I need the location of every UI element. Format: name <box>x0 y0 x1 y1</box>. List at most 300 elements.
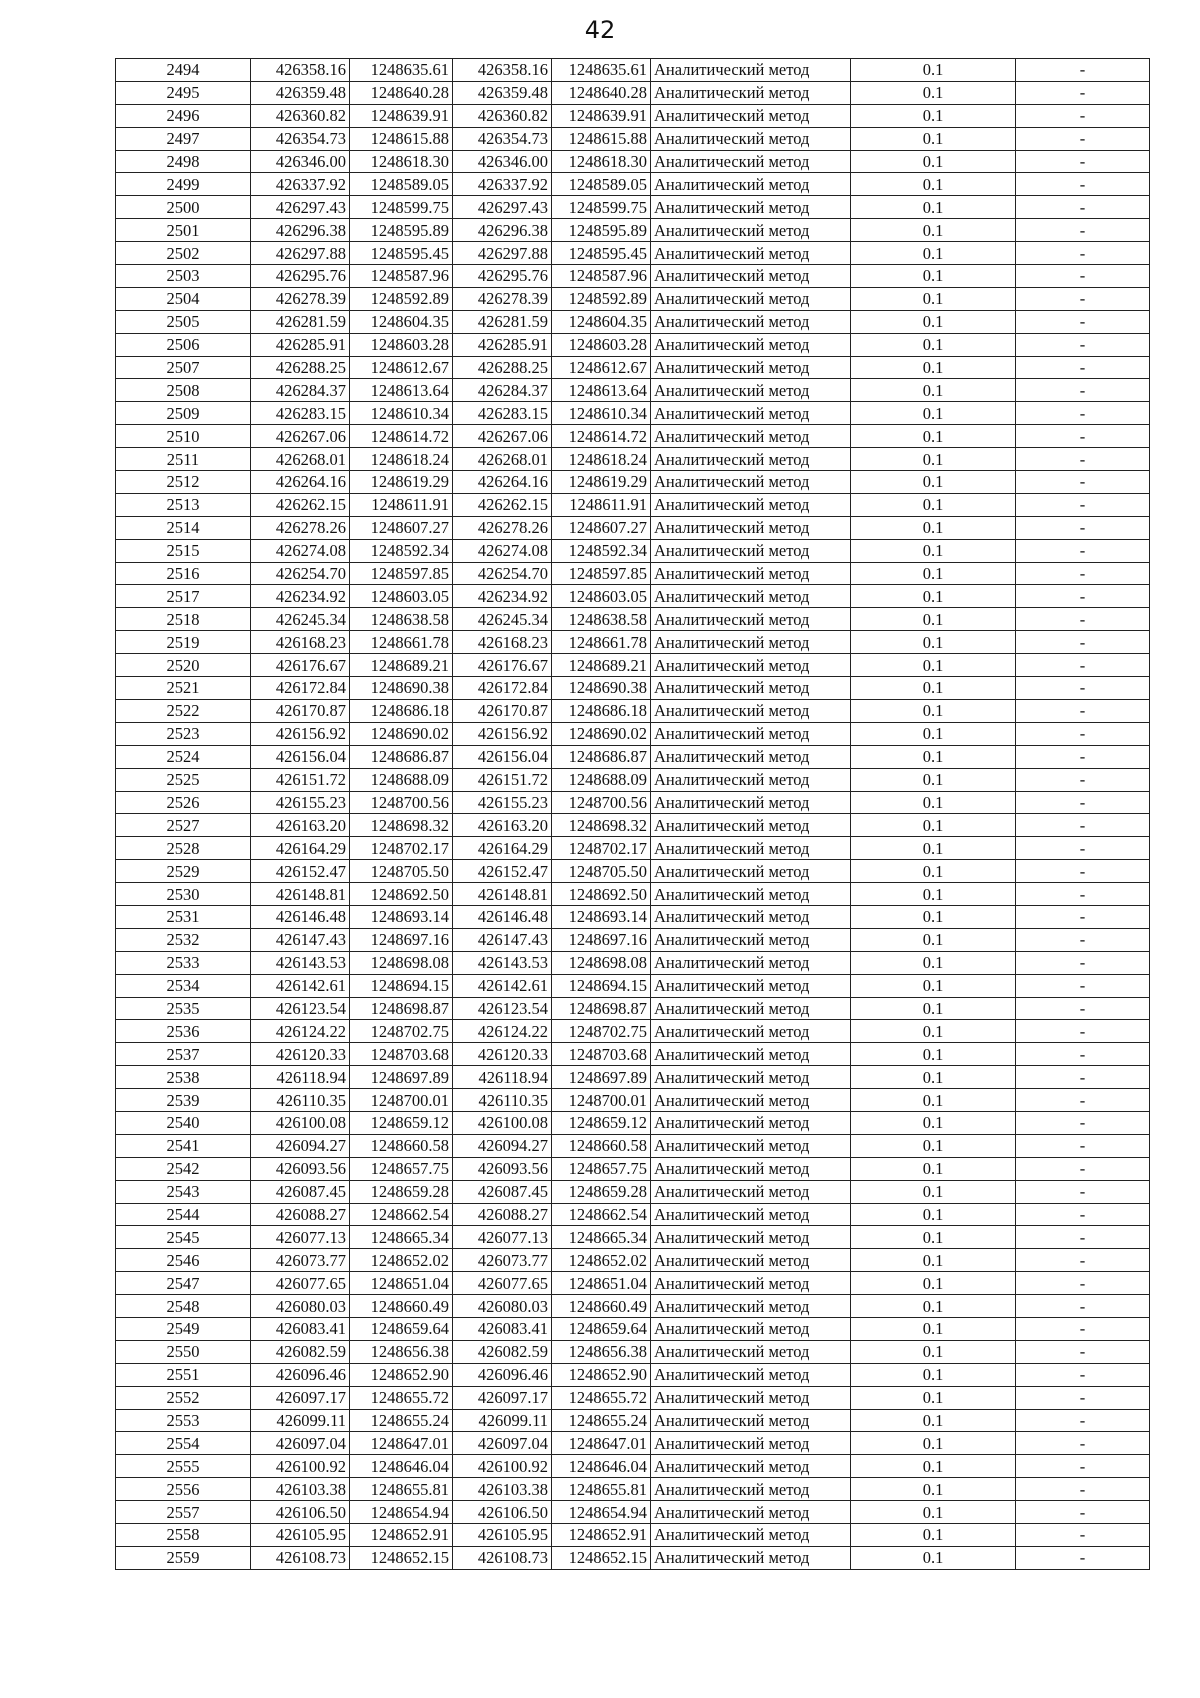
x-new-cell: 426143.53 <box>453 951 552 974</box>
table-row <box>116 1226 1150 1249</box>
x-new-cell: 426245.34 <box>453 608 552 631</box>
x-old-cell: 426148.81 <box>251 883 350 906</box>
note-cell: - <box>1016 1249 1150 1272</box>
x-new-cell: 426108.73 <box>453 1546 552 1569</box>
table-row <box>116 791 1150 814</box>
note-cell: - <box>1016 242 1150 265</box>
x-new-cell: 426354.73 <box>453 127 552 150</box>
x-new-cell: 426152.47 <box>453 860 552 883</box>
method-cell: Аналитический метод <box>651 1546 851 1569</box>
point-number-cell: 2557 <box>116 1501 251 1524</box>
method-cell: Аналитический метод <box>651 722 851 745</box>
y-old-cell: 1248689.21 <box>350 654 453 677</box>
note-cell: - <box>1016 814 1150 837</box>
x-new-cell: 426096.46 <box>453 1363 552 1386</box>
note-cell: - <box>1016 974 1150 997</box>
table-row <box>116 1455 1150 1478</box>
method-cell: Аналитический метод <box>651 1409 851 1432</box>
method-cell: Аналитический метод <box>651 1066 851 1089</box>
method-cell: Аналитический метод <box>651 173 851 196</box>
method-cell: Аналитический метод <box>651 1501 851 1524</box>
method-cell: Аналитический метод <box>651 1478 851 1501</box>
table-row <box>116 1134 1150 1157</box>
method-cell: Аналитический метод <box>651 493 851 516</box>
accuracy-cell: 0.1 <box>851 814 1016 837</box>
y-old-cell: 1248703.68 <box>350 1043 453 1066</box>
y-new-cell: 1248652.02 <box>552 1249 651 1272</box>
y-new-cell: 1248686.87 <box>552 745 651 768</box>
method-cell: Аналитический метод <box>651 883 851 906</box>
point-number-cell: 2501 <box>116 219 251 242</box>
accuracy-cell: 0.1 <box>851 1089 1016 1112</box>
note-cell: - <box>1016 654 1150 677</box>
y-old-cell: 1248690.38 <box>350 677 453 700</box>
accuracy-cell: 0.1 <box>851 493 1016 516</box>
method-cell: Аналитический метод <box>651 654 851 677</box>
x-old-cell: 426297.43 <box>251 196 350 219</box>
y-new-cell: 1248597.85 <box>552 562 651 585</box>
table-row <box>116 1386 1150 1409</box>
point-number-cell: 2522 <box>116 699 251 722</box>
y-old-cell: 1248595.45 <box>350 242 453 265</box>
x-old-cell: 426284.37 <box>251 379 350 402</box>
x-new-cell: 426359.48 <box>453 81 552 104</box>
method-cell: Аналитический метод <box>651 1111 851 1134</box>
x-new-cell: 426097.17 <box>453 1386 552 1409</box>
y-old-cell: 1248607.27 <box>350 516 453 539</box>
method-cell: Аналитический метод <box>651 608 851 631</box>
table-row <box>116 356 1150 379</box>
y-new-cell: 1248689.21 <box>552 654 651 677</box>
y-old-cell: 1248599.75 <box>350 196 453 219</box>
y-old-cell: 1248595.89 <box>350 219 453 242</box>
y-new-cell: 1248592.34 <box>552 539 651 562</box>
y-new-cell: 1248700.56 <box>552 791 651 814</box>
table-row <box>116 745 1150 768</box>
y-new-cell: 1248635.61 <box>552 59 651 82</box>
accuracy-cell: 0.1 <box>851 1455 1016 1478</box>
point-number-cell: 2556 <box>116 1478 251 1501</box>
x-old-cell: 426077.13 <box>251 1226 350 1249</box>
x-old-cell: 426278.39 <box>251 287 350 310</box>
point-number-cell: 2517 <box>116 585 251 608</box>
y-old-cell: 1248705.50 <box>350 860 453 883</box>
x-old-cell: 426155.23 <box>251 791 350 814</box>
point-number-cell: 2536 <box>116 1020 251 1043</box>
table-row <box>116 562 1150 585</box>
y-old-cell: 1248659.64 <box>350 1317 453 1340</box>
y-new-cell: 1248665.34 <box>552 1226 651 1249</box>
accuracy-cell: 0.1 <box>851 242 1016 265</box>
y-old-cell: 1248619.29 <box>350 471 453 494</box>
y-new-cell: 1248595.45 <box>552 242 651 265</box>
table-row <box>116 1089 1150 1112</box>
y-new-cell: 1248686.18 <box>552 699 651 722</box>
method-cell: Аналитический метод <box>651 333 851 356</box>
accuracy-cell: 0.1 <box>851 699 1016 722</box>
point-number-cell: 2533 <box>116 951 251 974</box>
x-old-cell: 426163.20 <box>251 814 350 837</box>
table-row <box>116 287 1150 310</box>
method-cell: Аналитический метод <box>651 1295 851 1318</box>
method-cell: Аналитический метод <box>651 104 851 127</box>
table-row <box>116 219 1150 242</box>
accuracy-cell: 0.1 <box>851 745 1016 768</box>
y-old-cell: 1248692.50 <box>350 883 453 906</box>
note-cell: - <box>1016 905 1150 928</box>
accuracy-cell: 0.1 <box>851 539 1016 562</box>
y-old-cell: 1248640.28 <box>350 81 453 104</box>
accuracy-cell: 0.1 <box>851 997 1016 1020</box>
y-new-cell: 1248700.01 <box>552 1089 651 1112</box>
y-new-cell: 1248694.15 <box>552 974 651 997</box>
accuracy-cell: 0.1 <box>851 1524 1016 1547</box>
table-row <box>116 677 1150 700</box>
note-cell: - <box>1016 1409 1150 1432</box>
method-cell: Аналитический метод <box>651 1432 851 1455</box>
point-number-cell: 2511 <box>116 448 251 471</box>
x-new-cell: 426295.76 <box>453 265 552 288</box>
table-row <box>116 1043 1150 1066</box>
accuracy-cell: 0.1 <box>851 333 1016 356</box>
point-number-cell: 2542 <box>116 1157 251 1180</box>
y-new-cell: 1248697.89 <box>552 1066 651 1089</box>
table-row <box>116 1295 1150 1318</box>
x-new-cell: 426100.08 <box>453 1111 552 1134</box>
method-cell: Аналитический метод <box>651 1089 851 1112</box>
point-number-cell: 2504 <box>116 287 251 310</box>
method-cell: Аналитический метод <box>651 150 851 173</box>
note-cell: - <box>1016 379 1150 402</box>
table-row <box>116 699 1150 722</box>
y-new-cell: 1248613.64 <box>552 379 651 402</box>
point-number-cell: 2528 <box>116 837 251 860</box>
x-old-cell: 426100.92 <box>251 1455 350 1478</box>
y-new-cell: 1248647.01 <box>552 1432 651 1455</box>
y-old-cell: 1248652.15 <box>350 1546 453 1569</box>
table-row <box>116 974 1150 997</box>
note-cell: - <box>1016 562 1150 585</box>
y-old-cell: 1248592.89 <box>350 287 453 310</box>
note-cell: - <box>1016 1501 1150 1524</box>
table-row <box>116 425 1150 448</box>
y-old-cell: 1248662.54 <box>350 1203 453 1226</box>
note-cell: - <box>1016 150 1150 173</box>
point-number-cell: 2494 <box>116 59 251 82</box>
x-new-cell: 426094.27 <box>453 1134 552 1157</box>
point-number-cell: 2540 <box>116 1111 251 1134</box>
y-old-cell: 1248698.32 <box>350 814 453 837</box>
point-number-cell: 2518 <box>116 608 251 631</box>
note-cell: - <box>1016 1546 1150 1569</box>
accuracy-cell: 0.1 <box>851 287 1016 310</box>
x-old-cell: 426142.61 <box>251 974 350 997</box>
x-old-cell: 426100.08 <box>251 1111 350 1134</box>
table-row <box>116 516 1150 539</box>
accuracy-cell: 0.1 <box>851 768 1016 791</box>
table-row <box>116 1409 1150 1432</box>
accuracy-cell: 0.1 <box>851 1363 1016 1386</box>
note-cell: - <box>1016 1272 1150 1295</box>
point-number-cell: 2498 <box>116 150 251 173</box>
method-cell: Аналитический метод <box>651 1386 851 1409</box>
table-row <box>116 265 1150 288</box>
table-row <box>116 951 1150 974</box>
note-cell: - <box>1016 1340 1150 1363</box>
note-cell: - <box>1016 1432 1150 1455</box>
table-row <box>116 1432 1150 1455</box>
accuracy-cell: 0.1 <box>851 791 1016 814</box>
x-new-cell: 426267.06 <box>453 425 552 448</box>
y-old-cell: 1248655.24 <box>350 1409 453 1432</box>
note-cell: - <box>1016 516 1150 539</box>
method-cell: Аналитический метод <box>651 265 851 288</box>
x-old-cell: 426156.92 <box>251 722 350 745</box>
y-old-cell: 1248698.87 <box>350 997 453 1020</box>
table-row <box>116 608 1150 631</box>
x-new-cell: 426118.94 <box>453 1066 552 1089</box>
x-old-cell: 426110.35 <box>251 1089 350 1112</box>
x-new-cell: 426163.20 <box>453 814 552 837</box>
note-cell: - <box>1016 104 1150 127</box>
x-new-cell: 426278.26 <box>453 516 552 539</box>
point-number-cell: 2554 <box>116 1432 251 1455</box>
note-cell: - <box>1016 219 1150 242</box>
x-new-cell: 426082.59 <box>453 1340 552 1363</box>
y-old-cell: 1248660.58 <box>350 1134 453 1157</box>
table-row <box>116 1317 1150 1340</box>
note-cell: - <box>1016 425 1150 448</box>
x-old-cell: 426080.03 <box>251 1295 350 1318</box>
y-old-cell: 1248665.34 <box>350 1226 453 1249</box>
y-old-cell: 1248655.81 <box>350 1478 453 1501</box>
note-cell: - <box>1016 585 1150 608</box>
y-new-cell: 1248589.05 <box>552 173 651 196</box>
point-number-cell: 2495 <box>116 81 251 104</box>
point-number-cell: 2515 <box>116 539 251 562</box>
table-row <box>116 1546 1150 1569</box>
y-old-cell: 1248610.34 <box>350 402 453 425</box>
accuracy-cell: 0.1 <box>851 425 1016 448</box>
method-cell: Аналитический метод <box>651 425 851 448</box>
table-row <box>116 379 1150 402</box>
table-row <box>116 814 1150 837</box>
accuracy-cell: 0.1 <box>851 928 1016 951</box>
x-old-cell: 426234.92 <box>251 585 350 608</box>
accuracy-cell: 0.1 <box>851 356 1016 379</box>
note-cell: - <box>1016 265 1150 288</box>
table-row <box>116 1478 1150 1501</box>
y-old-cell: 1248702.17 <box>350 837 453 860</box>
x-new-cell: 426297.43 <box>453 196 552 219</box>
x-old-cell: 426106.50 <box>251 1501 350 1524</box>
x-old-cell: 426124.22 <box>251 1020 350 1043</box>
y-old-cell: 1248618.30 <box>350 150 453 173</box>
x-old-cell: 426147.43 <box>251 928 350 951</box>
y-old-cell: 1248603.28 <box>350 333 453 356</box>
y-old-cell: 1248592.34 <box>350 539 453 562</box>
note-cell: - <box>1016 287 1150 310</box>
y-old-cell: 1248652.91 <box>350 1524 453 1547</box>
x-new-cell: 426148.81 <box>453 883 552 906</box>
method-cell: Аналитический метод <box>651 974 851 997</box>
y-old-cell: 1248647.01 <box>350 1432 453 1455</box>
y-new-cell: 1248698.32 <box>552 814 651 837</box>
point-number-cell: 2552 <box>116 1386 251 1409</box>
method-cell: Аналитический метод <box>651 356 851 379</box>
point-number-cell: 2558 <box>116 1524 251 1547</box>
table-row <box>116 242 1150 265</box>
x-old-cell: 426268.01 <box>251 448 350 471</box>
point-number-cell: 2510 <box>116 425 251 448</box>
note-cell: - <box>1016 1226 1150 1249</box>
x-new-cell: 426088.27 <box>453 1203 552 1226</box>
table-row <box>116 1272 1150 1295</box>
note-cell: - <box>1016 471 1150 494</box>
table-row <box>116 654 1150 677</box>
y-old-cell: 1248660.49 <box>350 1295 453 1318</box>
method-cell: Аналитический метод <box>651 1249 851 1272</box>
y-new-cell: 1248619.29 <box>552 471 651 494</box>
table-row <box>116 150 1150 173</box>
x-old-cell: 426097.04 <box>251 1432 350 1455</box>
y-old-cell: 1248659.28 <box>350 1180 453 1203</box>
accuracy-cell: 0.1 <box>851 265 1016 288</box>
x-new-cell: 426274.08 <box>453 539 552 562</box>
y-new-cell: 1248615.88 <box>552 127 651 150</box>
x-new-cell: 426296.38 <box>453 219 552 242</box>
method-cell: Аналитический метод <box>651 219 851 242</box>
x-new-cell: 426278.39 <box>453 287 552 310</box>
table-row <box>116 493 1150 516</box>
table-row <box>116 1111 1150 1134</box>
y-old-cell: 1248652.90 <box>350 1363 453 1386</box>
method-cell: Аналитический метод <box>651 1134 851 1157</box>
x-new-cell: 426156.04 <box>453 745 552 768</box>
method-cell: Аналитический метод <box>651 1272 851 1295</box>
x-old-cell: 426105.95 <box>251 1524 350 1547</box>
accuracy-cell: 0.1 <box>851 974 1016 997</box>
method-cell: Аналитический метод <box>651 287 851 310</box>
accuracy-cell: 0.1 <box>851 1066 1016 1089</box>
note-cell: - <box>1016 860 1150 883</box>
table-row <box>116 768 1150 791</box>
x-old-cell: 426118.94 <box>251 1066 350 1089</box>
y-old-cell: 1248700.01 <box>350 1089 453 1112</box>
x-new-cell: 426123.54 <box>453 997 552 1020</box>
note-cell: - <box>1016 883 1150 906</box>
table-row <box>116 883 1150 906</box>
accuracy-cell: 0.1 <box>851 562 1016 585</box>
y-new-cell: 1248656.38 <box>552 1340 651 1363</box>
accuracy-cell: 0.1 <box>851 608 1016 631</box>
y-new-cell: 1248652.90 <box>552 1363 651 1386</box>
method-cell: Аналитический метод <box>651 951 851 974</box>
y-old-cell: 1248655.72 <box>350 1386 453 1409</box>
note-cell: - <box>1016 1134 1150 1157</box>
point-number-cell: 2545 <box>116 1226 251 1249</box>
note-cell: - <box>1016 59 1150 82</box>
y-new-cell: 1248698.87 <box>552 997 651 1020</box>
x-new-cell: 426099.11 <box>453 1409 552 1432</box>
x-old-cell: 426254.70 <box>251 562 350 585</box>
method-cell: Аналитический метод <box>651 837 851 860</box>
point-number-cell: 2546 <box>116 1249 251 1272</box>
y-old-cell: 1248612.67 <box>350 356 453 379</box>
y-old-cell: 1248597.85 <box>350 562 453 585</box>
method-cell: Аналитический метод <box>651 516 851 539</box>
note-cell: - <box>1016 1203 1150 1226</box>
note-cell: - <box>1016 837 1150 860</box>
table-row <box>116 1020 1150 1043</box>
method-cell: Аналитический метод <box>651 905 851 928</box>
y-new-cell: 1248661.78 <box>552 631 651 654</box>
note-cell: - <box>1016 1524 1150 1547</box>
y-old-cell: 1248604.35 <box>350 310 453 333</box>
accuracy-cell: 0.1 <box>851 1134 1016 1157</box>
accuracy-cell: 0.1 <box>851 219 1016 242</box>
y-old-cell: 1248618.24 <box>350 448 453 471</box>
table-row <box>116 905 1150 928</box>
table-row <box>116 59 1150 82</box>
y-old-cell: 1248613.64 <box>350 379 453 402</box>
y-old-cell: 1248589.05 <box>350 173 453 196</box>
accuracy-cell: 0.1 <box>851 1478 1016 1501</box>
x-new-cell: 426105.95 <box>453 1524 552 1547</box>
note-cell: - <box>1016 677 1150 700</box>
accuracy-cell: 0.1 <box>851 883 1016 906</box>
y-new-cell: 1248659.64 <box>552 1317 651 1340</box>
table-row <box>116 127 1150 150</box>
x-old-cell: 426103.38 <box>251 1478 350 1501</box>
point-number-cell: 2506 <box>116 333 251 356</box>
accuracy-cell: 0.1 <box>851 1295 1016 1318</box>
y-old-cell: 1248700.56 <box>350 791 453 814</box>
y-old-cell: 1248697.89 <box>350 1066 453 1089</box>
y-old-cell: 1248638.58 <box>350 608 453 631</box>
accuracy-cell: 0.1 <box>851 448 1016 471</box>
x-new-cell: 426146.48 <box>453 905 552 928</box>
table-row <box>116 81 1150 104</box>
x-old-cell: 426264.16 <box>251 471 350 494</box>
note-cell: - <box>1016 768 1150 791</box>
table-row <box>116 104 1150 127</box>
table-row <box>116 1340 1150 1363</box>
accuracy-cell: 0.1 <box>851 1249 1016 1272</box>
y-old-cell: 1248686.87 <box>350 745 453 768</box>
accuracy-cell: 0.1 <box>851 1020 1016 1043</box>
point-number-cell: 2539 <box>116 1089 251 1112</box>
y-new-cell: 1248618.30 <box>552 150 651 173</box>
accuracy-cell: 0.1 <box>851 379 1016 402</box>
x-old-cell: 426297.88 <box>251 242 350 265</box>
point-number-cell: 2550 <box>116 1340 251 1363</box>
accuracy-cell: 0.1 <box>851 1157 1016 1180</box>
x-old-cell: 426093.56 <box>251 1157 350 1180</box>
x-new-cell: 426164.29 <box>453 837 552 860</box>
x-old-cell: 426152.47 <box>251 860 350 883</box>
x-new-cell: 426360.82 <box>453 104 552 127</box>
accuracy-cell: 0.1 <box>851 722 1016 745</box>
table-row <box>116 173 1150 196</box>
point-number-cell: 2519 <box>116 631 251 654</box>
point-number-cell: 2551 <box>116 1363 251 1386</box>
accuracy-cell: 0.1 <box>851 905 1016 928</box>
point-number-cell: 2507 <box>116 356 251 379</box>
note-cell: - <box>1016 1043 1150 1066</box>
accuracy-cell: 0.1 <box>851 1501 1016 1524</box>
y-old-cell: 1248646.04 <box>350 1455 453 1478</box>
